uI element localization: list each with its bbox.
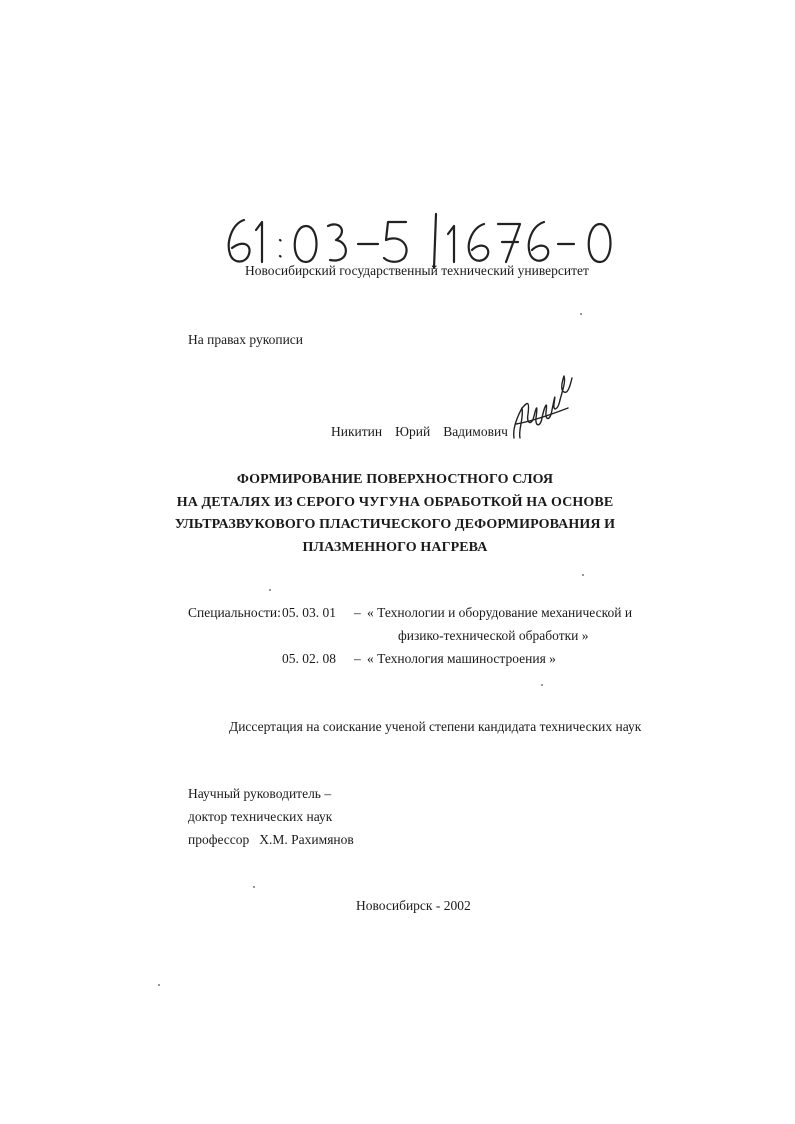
- handwritten-archive-number: [222, 208, 622, 270]
- specialty-name: « Технологии и оборудование механической и: [367, 605, 633, 620]
- specialty-code: 05. 02. 08: [282, 651, 336, 666]
- specialty-dash: –: [354, 605, 361, 620]
- dissertation-title: [150, 469, 640, 559]
- supervisor-label: Научный руководитель –: [188, 786, 332, 801]
- scan-speck: [269, 589, 271, 591]
- scan-speck: [541, 684, 543, 686]
- author-patronymic: Вадимович: [443, 424, 508, 439]
- supervisor-title: профессор: [188, 832, 250, 847]
- dissertation-degree-note: Диссертация на соискание ученой степени кандидата технических наук: [229, 719, 642, 734]
- author-name: [331, 424, 508, 440]
- title-line: НА ДЕТАЛЯХ ИЗ СЕРОГО ЧУГУНА ОБРАБОТКОЙ НА ОСНОВЕ: [176, 494, 614, 510]
- author-signature: [508, 368, 578, 448]
- author-given-name: Юрий: [395, 424, 431, 439]
- title-line: ФОРМИРОВАНИЕ ПОВЕРХНОСТНОГО СЛОЯ: [236, 472, 554, 487]
- scan-speck: [158, 984, 160, 986]
- supervisor-name: [188, 832, 354, 848]
- specialty-code: 05. 03. 01: [282, 605, 336, 620]
- specialties-label: Специальности:: [188, 605, 281, 620]
- scan-speck: [253, 886, 255, 888]
- specialty-name-continued: физико-технической обработки »: [398, 628, 589, 643]
- university-name: Новосибирский государственный технический университет: [245, 263, 589, 278]
- title-line: УЛЬТРАЗВУКОВОГО ПЛАСТИЧЕСКОГО ДЕФОРМИРОВАНИЯ И: [174, 517, 616, 532]
- author-surname: Никитин: [331, 424, 383, 439]
- specialty-name: « Технология машиностроения »: [367, 651, 556, 666]
- scan-speck: [580, 313, 582, 315]
- scan-speck: [582, 574, 584, 576]
- title-line: ПЛАЗМЕННОГО НАГРЕВА: [302, 539, 488, 555]
- place-and-year: Новосибирск - 2002: [356, 898, 471, 913]
- manuscript-rights-note: На правах рукописи: [188, 332, 304, 347]
- supervisor-full-name: Х.М. Рахимянов: [259, 832, 354, 847]
- supervisor-degree: доктор технических наук: [188, 809, 333, 824]
- specialty-dash: –: [354, 651, 361, 666]
